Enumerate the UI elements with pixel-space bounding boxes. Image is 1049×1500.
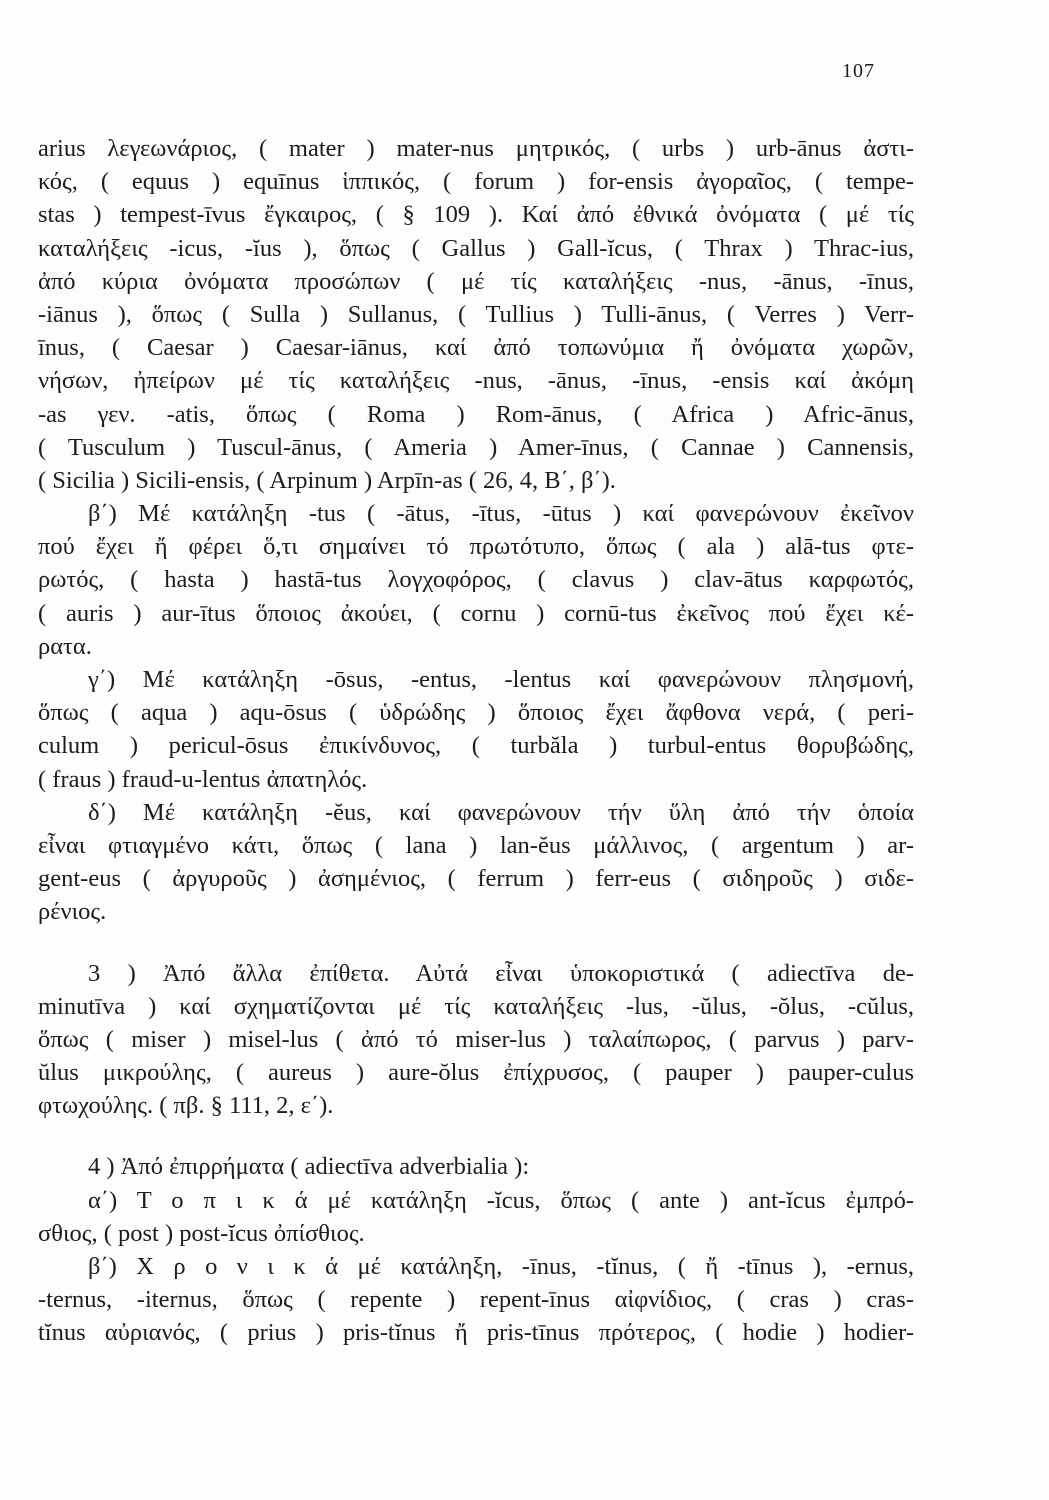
section-3-heading-line: 3 ) Ἀπό ἄλλα ἐπίθετα. Αὐτά εἶναι ὑποκοριστικά ( adiectīva de-: [88, 959, 914, 987]
page-number: 107: [842, 60, 875, 82]
text-line: ἀπό κύρια ὀνόματα προσώπων ( μέ τίς καταλήξεις -nus, -ānus, -īnus,: [38, 267, 914, 295]
text-line: πού ἔχει ἤ φέρει ὅ,τι σημαίνει τό πρωτότυπο, ὅπως ( ala ) alā-tus φτε-: [38, 533, 914, 561]
text-line: β΄) Μέ κατάληξη -tus ( -ātus, -ītus, -ūtus ) καί φανερώνουν ἐκεῖνον: [88, 500, 914, 528]
section-4-heading-line: 4 ) Ἀπό ἐπιρρήματα ( adiectīva adverbialia ):: [88, 1153, 530, 1181]
paragraph-gap: [38, 1122, 914, 1150]
text-line: ( auris ) aur-ītus ὅποιος ἀκούει, ( cornu ) cornū-tus ἐκεῖνος πού ἔχει κέ-: [38, 599, 914, 627]
text-line: καταλήξεις -icus, -ĭus ), ὅπως ( Gallus ) Gall-ĭcus, ( Thrax ) Thrac-ius,: [38, 234, 914, 262]
text-line: σθιος, ( post ) post-ĭcus ὀπίσθιος.: [38, 1219, 365, 1247]
text-line: ( fraus ) fraud-u-lentus ἀπατηλός.: [38, 765, 368, 793]
text-line: β΄) Χ ρ ο ν ι κ ά μέ κατάληξη, -īnus, -tĭnus, ( ἤ -tīnus ), -ernus,: [88, 1253, 914, 1280]
text-line: tĭnus αὐριανός, ( prius ) pris-tĭnus ἤ pris-tīnus πρότερος, ( hodie ) hodier-: [38, 1319, 914, 1347]
text-line: culum ) pericul-ōsus ἐπικίνδυνος, ( turbăla ) turbul-entus θορυβώδης,: [38, 732, 914, 760]
text-line: νήσων, ἠπείρων μέ τίς καταλήξεις -nus, -ānus, -īnus, -ensis καί ἀκόμη: [38, 367, 914, 395]
text-line: minutīva ) καί σχηματίζονται μέ τίς καταλήξεις -lus, -ŭlus, -ŏlus, -cŭlus,: [38, 992, 914, 1020]
text-line: α΄) Τ ο π ι κ ά μέ κατάληξη -ĭcus, ὅπως ( ante ) ant-ĭcus ἐμπρό-: [88, 1186, 914, 1214]
text-line: arius λεγεωνάριος, ( mater ) mater-nus μητρικός, ( urbs ) urb-ānus ἀστι-: [38, 135, 914, 162]
text-line: gent-eus ( ἀργυροῦς ) ἀσημένιος, ( ferrum ) ferr-eus ( σιδηροῦς ) σιδε-: [38, 865, 914, 893]
text-line: κός, ( equus ) equīnus ἱππικός, ( forum ) for-ensis ἀγοραῖος, ( tempe-: [38, 168, 914, 196]
paragraph-gap: [38, 929, 914, 957]
text-line: -ternus, -iternus, ὅπως ( repente ) repent-īnus αἰφνίδιος, ( cras ) cras-: [38, 1286, 914, 1314]
text-line: ρένιος.: [38, 898, 107, 926]
text-line: ρατα.: [38, 632, 92, 660]
text-line: φτωχούλης. ( πβ. § 111, 2, ε΄).: [38, 1092, 334, 1120]
text-line: stas ) tempest-īvus ἔγκαιρος, ( § 109 ). Καί ἀπό ἐθνικά ὀνόματα ( μέ τίς: [38, 201, 914, 229]
text-line: ὅπως ( aqua ) aqu-ōsus ( ὑδρώδης ) ὅποιος ἔχει ἄφθονα νερά, ( peri-: [38, 699, 914, 727]
text-line: ( Tusculum ) Tuscul-ānus, ( Ameria ) Amer-īnus, ( Cannae ) Cannensis,: [38, 433, 914, 461]
text-line: γ΄) Μέ κατάληξη -ōsus, -entus, -lentus καί φανερώνουν πλησμονή,: [88, 666, 914, 693]
text-line: ( Sicilia ) Sicili-ensis, ( Arpinum ) Arpīn-as ( 26, 4, Β΄, β΄).: [38, 466, 616, 494]
text-line: εἶναι φτιαγμένο κάτι, ὅπως ( lana ) lan-ĕus μάλλινος, ( argentum ) ar-: [38, 831, 914, 859]
text-line: īnus, ( Caesar ) Caesar-iānus, καί ἀπό τοπωνύμια ἤ ὀνόματα χωρῶν,: [38, 334, 914, 362]
text-line: -as γεν. -atis, ὅπως ( Roma ) Rom-ānus, ( Africa ) Afric-ānus,: [38, 400, 914, 428]
text-line: ὅπως ( miser ) misel-lus ( ἀπό τό miser-lus ) ταλαίπωρος, ( parvus ) parv-: [38, 1025, 914, 1053]
text-line: -iānus ), ὅπως ( Sulla ) Sullanus, ( Tullius ) Tulli-ānus, ( Verres ) Verr-: [38, 300, 914, 328]
text-line: δ΄) Μέ κατάληξη -ĕus, καί φανερώνουν τήν ὕλη ἀπό τήν ὁποία: [88, 798, 914, 826]
text-line: ŭlus μικρούλης, ( aureus ) aure-ŏlus ἐπίχρυσος, ( pauper ) pauper-culus: [38, 1059, 914, 1087]
body-text: [38, 132, 914, 1350]
text-line: ρωτός, ( hasta ) hastā-tus λογχοφόρος, ( clavus ) clav-ātus καρφωτός,: [38, 566, 914, 594]
